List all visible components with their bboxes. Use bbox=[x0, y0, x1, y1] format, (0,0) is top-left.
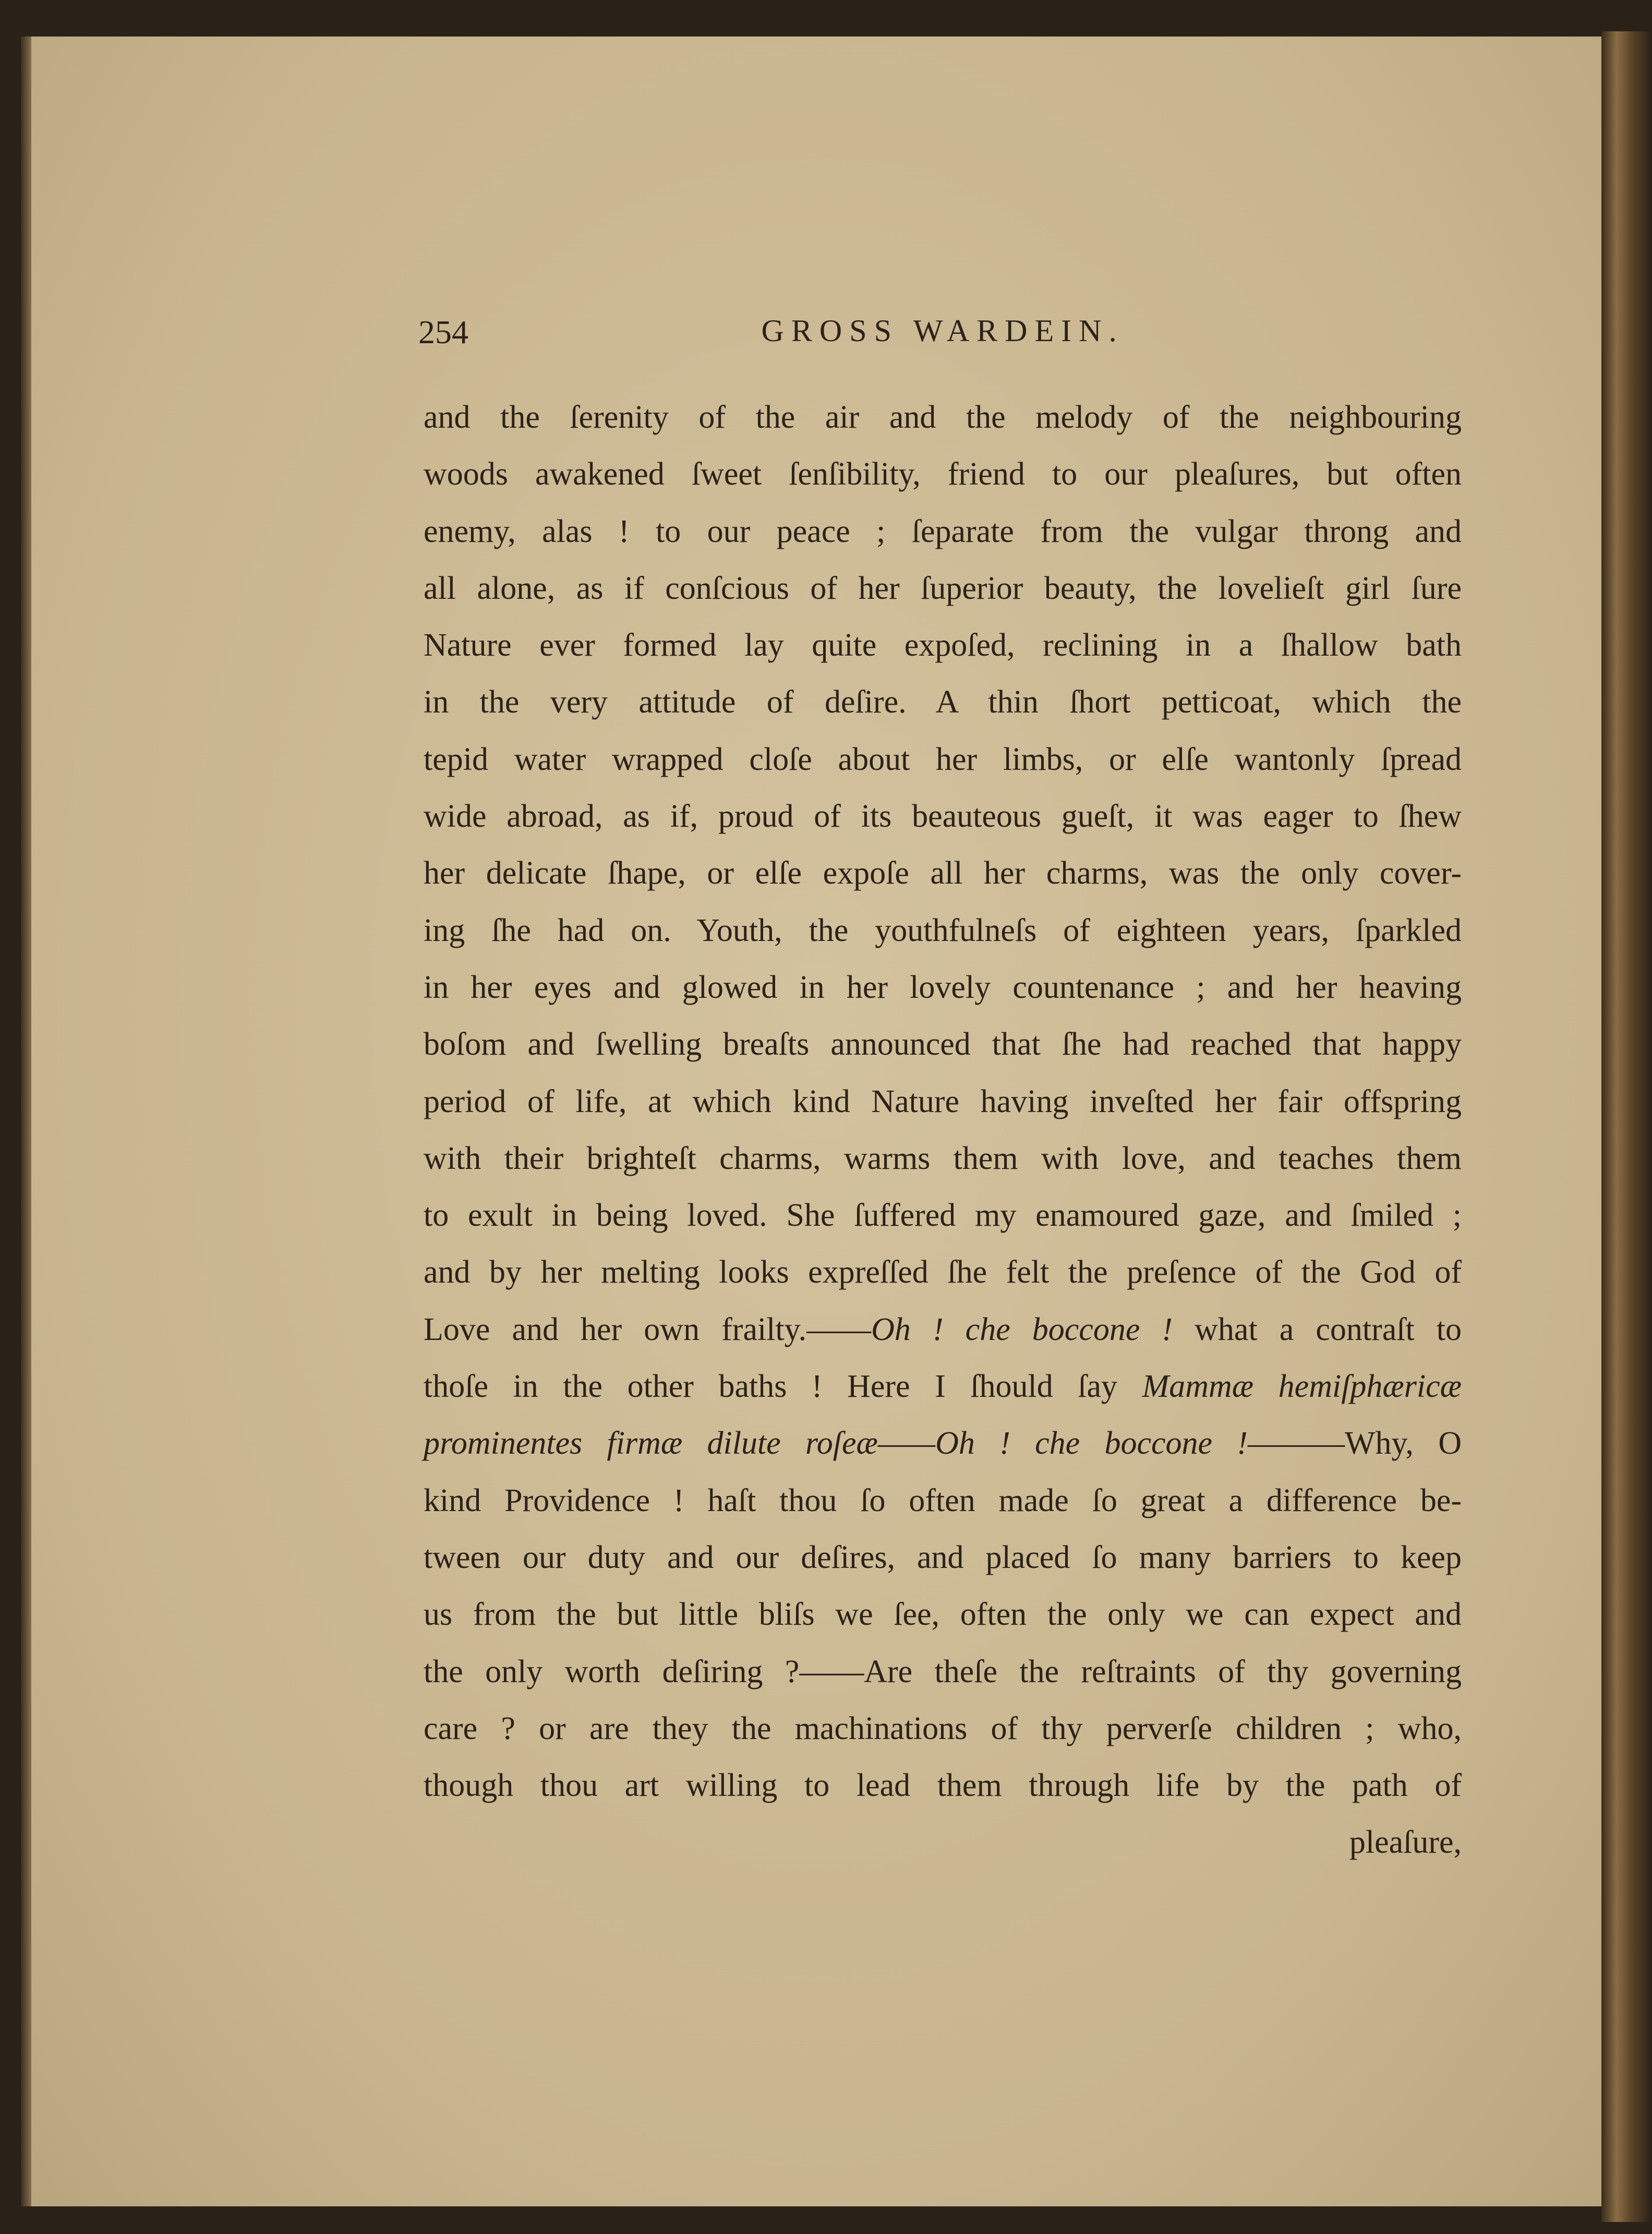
page-number: 254 bbox=[418, 313, 468, 351]
text-segment: her delicate ſhape, or elſe expoſe all her charms, was the only cover- bbox=[424, 855, 1462, 891]
text-line bbox=[424, 1644, 1462, 1700]
text-line bbox=[424, 1016, 1462, 1073]
page-header bbox=[418, 313, 1462, 360]
text-line bbox=[424, 1187, 1462, 1244]
text-line bbox=[424, 674, 1462, 731]
text-segment: enemy, alas ! to our peace ; ſeparate from the vulgar throng and bbox=[424, 513, 1462, 549]
text-line bbox=[424, 788, 1462, 845]
text-segment: wide abroad, as if, proud of its beauteous gueſt, it was eager to ſhew bbox=[424, 799, 1462, 835]
text-line bbox=[424, 1130, 1462, 1187]
text-line bbox=[424, 560, 1462, 617]
text-line bbox=[424, 1301, 1462, 1358]
italic-text: prominentes firmæ dilute roſeæ——Oh ! che boccone ! bbox=[424, 1426, 1248, 1462]
text-line bbox=[424, 1586, 1462, 1643]
text-segment: ing ſhe had on. Youth, the youthfulneſs of eighteen years, ſparkled bbox=[424, 912, 1462, 948]
text-segment: care ? or are they the machinations of thy perverſe children ; who, bbox=[424, 1710, 1462, 1746]
text-segment: and the ſerenity of the air and the melody of the neighbouring bbox=[424, 400, 1462, 435]
body-text bbox=[424, 389, 1462, 1871]
text-line bbox=[424, 389, 1462, 446]
italic-text: Mammæ hemiſphæricæ bbox=[1142, 1369, 1462, 1405]
text-segment: in the very attitude of deſire. A thin ſhort petticoat, which the bbox=[424, 684, 1462, 720]
text-line bbox=[424, 902, 1462, 959]
text-line bbox=[424, 959, 1462, 1016]
text-segment: ———Why, O bbox=[1247, 1426, 1462, 1462]
text-line bbox=[424, 1415, 1462, 1472]
text-line bbox=[424, 446, 1462, 503]
text-line bbox=[424, 1244, 1462, 1301]
text-segment: period of life, at which kind Nature having inveſted her fair offspring bbox=[424, 1083, 1462, 1119]
text-line bbox=[424, 1529, 1462, 1586]
text-segment: thoſe in the other baths ! Here I ſhould ſay bbox=[424, 1369, 1142, 1405]
text-segment: and by her melting looks expreſſed ſhe felt the preſence of the God of bbox=[424, 1254, 1462, 1290]
text-segment: us from the but little bliſs we ſee, often the only we can expect and bbox=[424, 1597, 1462, 1633]
text-segment: boſom and ſwelling breaſts announced that ſhe had reached that happy bbox=[424, 1027, 1462, 1062]
text-segment: Nature ever formed lay quite expoſed, reclining in a ſhallow bath bbox=[424, 627, 1462, 663]
text-segment: tween our duty and our deſires, and placed ſo many barriers to keep bbox=[424, 1539, 1462, 1575]
text-segment: what a contraſt to bbox=[1173, 1311, 1462, 1347]
text-segment: in her eyes and glowed in her lovely countenance ; and her heaving bbox=[424, 969, 1462, 1005]
text-segment: all alone, as if conſcious of her ſuperior beauty, the lovelieſt girl ſure bbox=[424, 570, 1462, 606]
next-page-edge bbox=[1601, 31, 1652, 2222]
text-segment: tepid water wrapped cloſe about her limbs, or elſe wantonly ſpread bbox=[424, 741, 1462, 777]
catchword: pleaſure, bbox=[1349, 1825, 1462, 1861]
text-line bbox=[424, 1757, 1462, 1814]
text-line bbox=[424, 1358, 1462, 1415]
text-segment: kind Providence ! haſt thou ſo often made ſo great a difference be- bbox=[424, 1482, 1462, 1518]
text-segment: though thou art willing to lead them through life by the path of bbox=[424, 1768, 1462, 1804]
text-line bbox=[424, 1700, 1462, 1757]
text-line bbox=[424, 617, 1462, 674]
running-title: GROSS WARDEIN. bbox=[761, 313, 1124, 348]
text-line bbox=[424, 503, 1462, 560]
text-segment: woods awakened ſweet ſenſibility, friend to our pleaſures, but often bbox=[424, 456, 1462, 492]
text-segment: Love and her own frailty.—— bbox=[424, 1311, 872, 1347]
text-segment: to exult in being loved. She ſuffered my enamoured gaze, and ſmiled ; bbox=[424, 1198, 1462, 1234]
italic-text: Oh ! che boccone ! bbox=[871, 1311, 1173, 1347]
text-line bbox=[424, 845, 1462, 902]
text-line bbox=[424, 1472, 1462, 1529]
text-segment: the only worth deſiring ?——Are theſe the reſtraints of thy governing bbox=[424, 1653, 1462, 1689]
text-line bbox=[424, 731, 1462, 788]
text-line bbox=[424, 1073, 1462, 1130]
text-segment: with their brighteſt charms, warms them with love, and teaches them bbox=[424, 1140, 1462, 1176]
